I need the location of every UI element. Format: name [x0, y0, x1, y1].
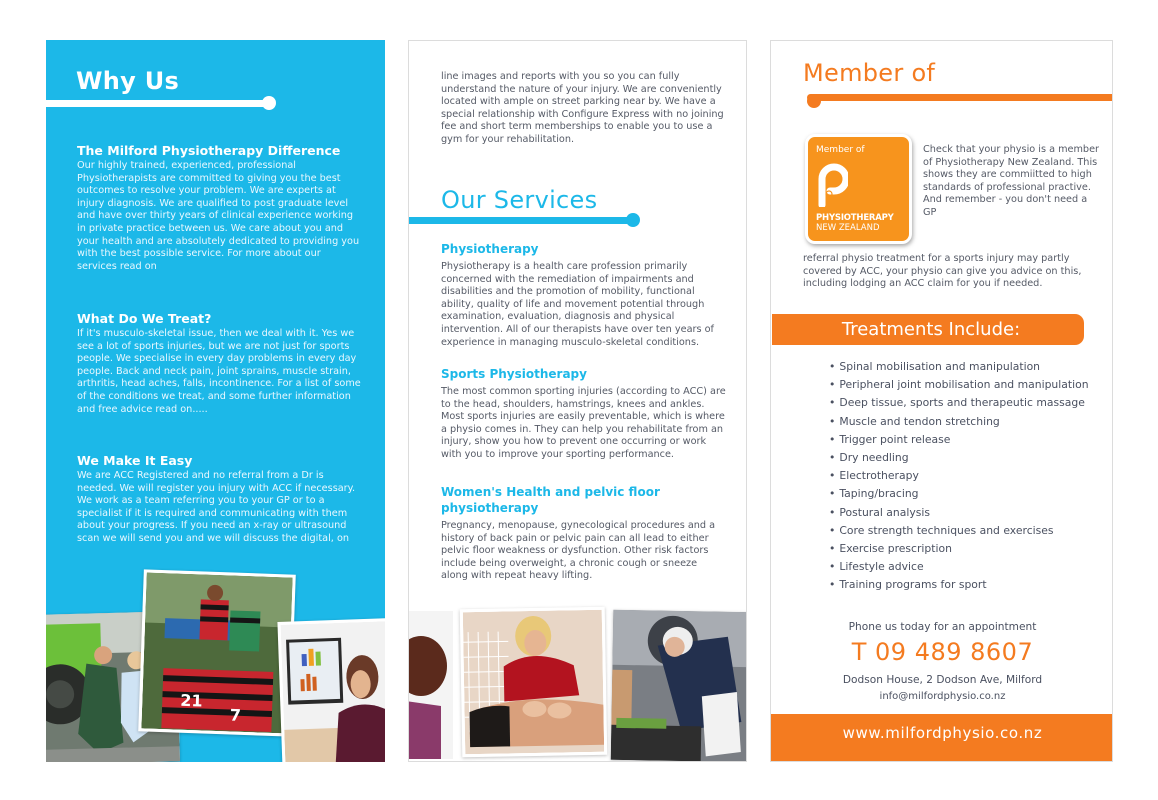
treatment-item: • Spinal mobilisation and manipulation	[829, 358, 1089, 376]
treatment-item: • Dry needling	[829, 449, 1089, 467]
section-heading: What Do We Treat?	[77, 311, 212, 326]
treatments-heading-bar: Treatments Include:	[772, 314, 1084, 345]
physio-p-logo-icon	[818, 163, 848, 207]
member-of-title: Member of	[803, 59, 936, 87]
svg-text:7: 7	[229, 705, 242, 725]
section-body: If it's musculo-skeletal issue, then we deal with it. Yes we see a lot of sports injuries, but we are not just for sports people. We specialise in every day problems in every day people. Back and neck pain, joint sprains, muscle strain, arthritis, head aches, falls, incontinence. For a list of some of the conditions we treat, and some further information and free advice read on.....	[77, 328, 361, 415]
membership-continued-text: referral physio treatment for a sports injury may partly covered by ACC, your physio can give you advice on this, including lodging an ACC claim for you if needed.	[803, 253, 1082, 290]
photo-office-neck-pain	[277, 618, 385, 762]
website-link[interactable]: www.milfordphysio.co.nz	[771, 714, 1113, 762]
panel-our-services	[408, 40, 747, 762]
section-what-do-we-treat	[77, 311, 362, 416]
treatment-item: • Deep tissue, sports and therapeutic massage	[829, 394, 1089, 412]
service-heading: Sports Physiotherapy	[441, 367, 587, 381]
photo-woman-back	[408, 611, 453, 759]
treatment-item: • Lifestyle advice	[829, 558, 1089, 576]
email-link[interactable]: info@milfordphysio.co.nz	[879, 691, 1006, 702]
section-body: We are ACC Registered and no referral from a Dr is needed. We will register you injury with ACC if necessary. We work as a team referring you to your GP or to a specialist if it is required and communicating with them about your progress. If you need an x-ray or ultrasound scan we will send you and we will discuss the digital, on	[77, 470, 356, 544]
badge-name-line2: NEW ZEALAND	[816, 223, 880, 233]
badge-member-label: Member of	[816, 145, 865, 155]
section-heading: We Make It Easy	[77, 453, 193, 468]
title-bar-knob	[626, 213, 640, 227]
phone-number[interactable]: T 09 489 8607	[851, 638, 1034, 666]
service-body: Physiotherapy is a health care profession primarily concerned with the remediation of impairments and disabilities and the promotion of mobility, functional ability, quality of life and movement potential through examination, evaluation, diagnosis and physical intervention. All of our therapists have over ten years of experience in managing musculo-skeletal conditions.	[441, 261, 714, 348]
panel-member-of	[770, 40, 1113, 762]
service-womens-health	[441, 484, 726, 583]
title-bar-knob	[262, 96, 276, 110]
treatment-item: • Exercise prescription	[829, 540, 1089, 558]
treatment-item: • Postural analysis	[829, 504, 1089, 522]
badge-name-line1: PHYSIOTHERAPY	[816, 213, 894, 223]
service-heading: Physiotherapy	[441, 242, 539, 256]
title-underline-bar	[408, 217, 633, 224]
service-body: Pregnancy, menopause, gynecological procedures and a history of back pain or pelvic pain can all lead to either pelvic floor weakness or dysfunction. Other risk factors include being overweight, a chronic cough or sneeze along with repeat heavy lifting.	[441, 520, 716, 582]
photo-elderly-man-shopping	[611, 610, 747, 762]
service-body: The most common sporting injuries (according to ACC) are to the head, shoulders, hamstrings, knees and ankles. Most sports injuries are easily preventable, which is where a physio comes in. They can help you rehabilitate from an injury, show you how to prevent one occurring or work with you to improve your sporting performance.	[441, 386, 726, 460]
title-bar-knob	[807, 94, 821, 108]
title-underline-bar	[46, 100, 268, 107]
svg-text:21: 21	[179, 690, 203, 711]
treatments-list	[829, 358, 1089, 595]
treatment-item: • Training programs for sport	[829, 576, 1089, 594]
photo-massage-therapy	[460, 607, 608, 758]
section-we-make-it-easy	[77, 453, 362, 546]
our-services-title: Our Services	[441, 186, 598, 214]
why-us-title: Why Us	[76, 67, 180, 95]
continued-text: line images and reports with you so you can fully understand the nature of your injury. We are conveniently located with ample on street parking near by. We have a special relationship with Configure Express with no joining fee and short term memberships to enable you to use a gym for your rehabilitation.	[441, 71, 724, 145]
treatment-item: • Taping/bracing	[829, 485, 1089, 503]
treatment-item: • Electrotherapy	[829, 467, 1089, 485]
membership-intro-text: Check that your physio is a member of Physiotherapy New Zealand. This shows they are commiitted to high standards of professional practive. And remember - you don't need a GP	[923, 144, 1100, 218]
section-body: Our highly trained, experienced, professional Physiotherapists are committed to giving you the best outcomes to resolve your problem. We are experts at injury diagnosis. We are qualified to post graduate level and have over thirty years of clinical experience working in private practice between us. We care about you and your health and are absolutely dedicated to providing you with the best possible service. For more about our services read on	[77, 160, 360, 272]
appointment-prompt: Phone us today for an appointment	[848, 621, 1037, 633]
treatment-item: • Trigger point release	[829, 431, 1089, 449]
section-milford-difference	[77, 143, 362, 273]
photo-rugby-lineout	[138, 569, 296, 736]
panel-why-us	[46, 40, 385, 762]
treatment-item: • Muscle and tendon stretching	[829, 413, 1089, 431]
title-underline-bar	[807, 94, 1113, 101]
service-heading: Women's Health and pelvic floor physiotherapy	[441, 485, 660, 515]
treatment-item: • Core strength techniques and exercises	[829, 522, 1089, 540]
physiotherapy-nz-badge	[805, 134, 912, 244]
address: Dodson House, 2 Dodson Ave, Milford	[842, 674, 1043, 686]
section-heading: The Milford Physiotherapy Difference	[77, 143, 341, 158]
service-physiotherapy	[441, 241, 726, 349]
treatment-item: • Peripheral joint mobilisation and manipulation	[829, 376, 1089, 394]
service-sports-physiotherapy	[441, 366, 726, 462]
